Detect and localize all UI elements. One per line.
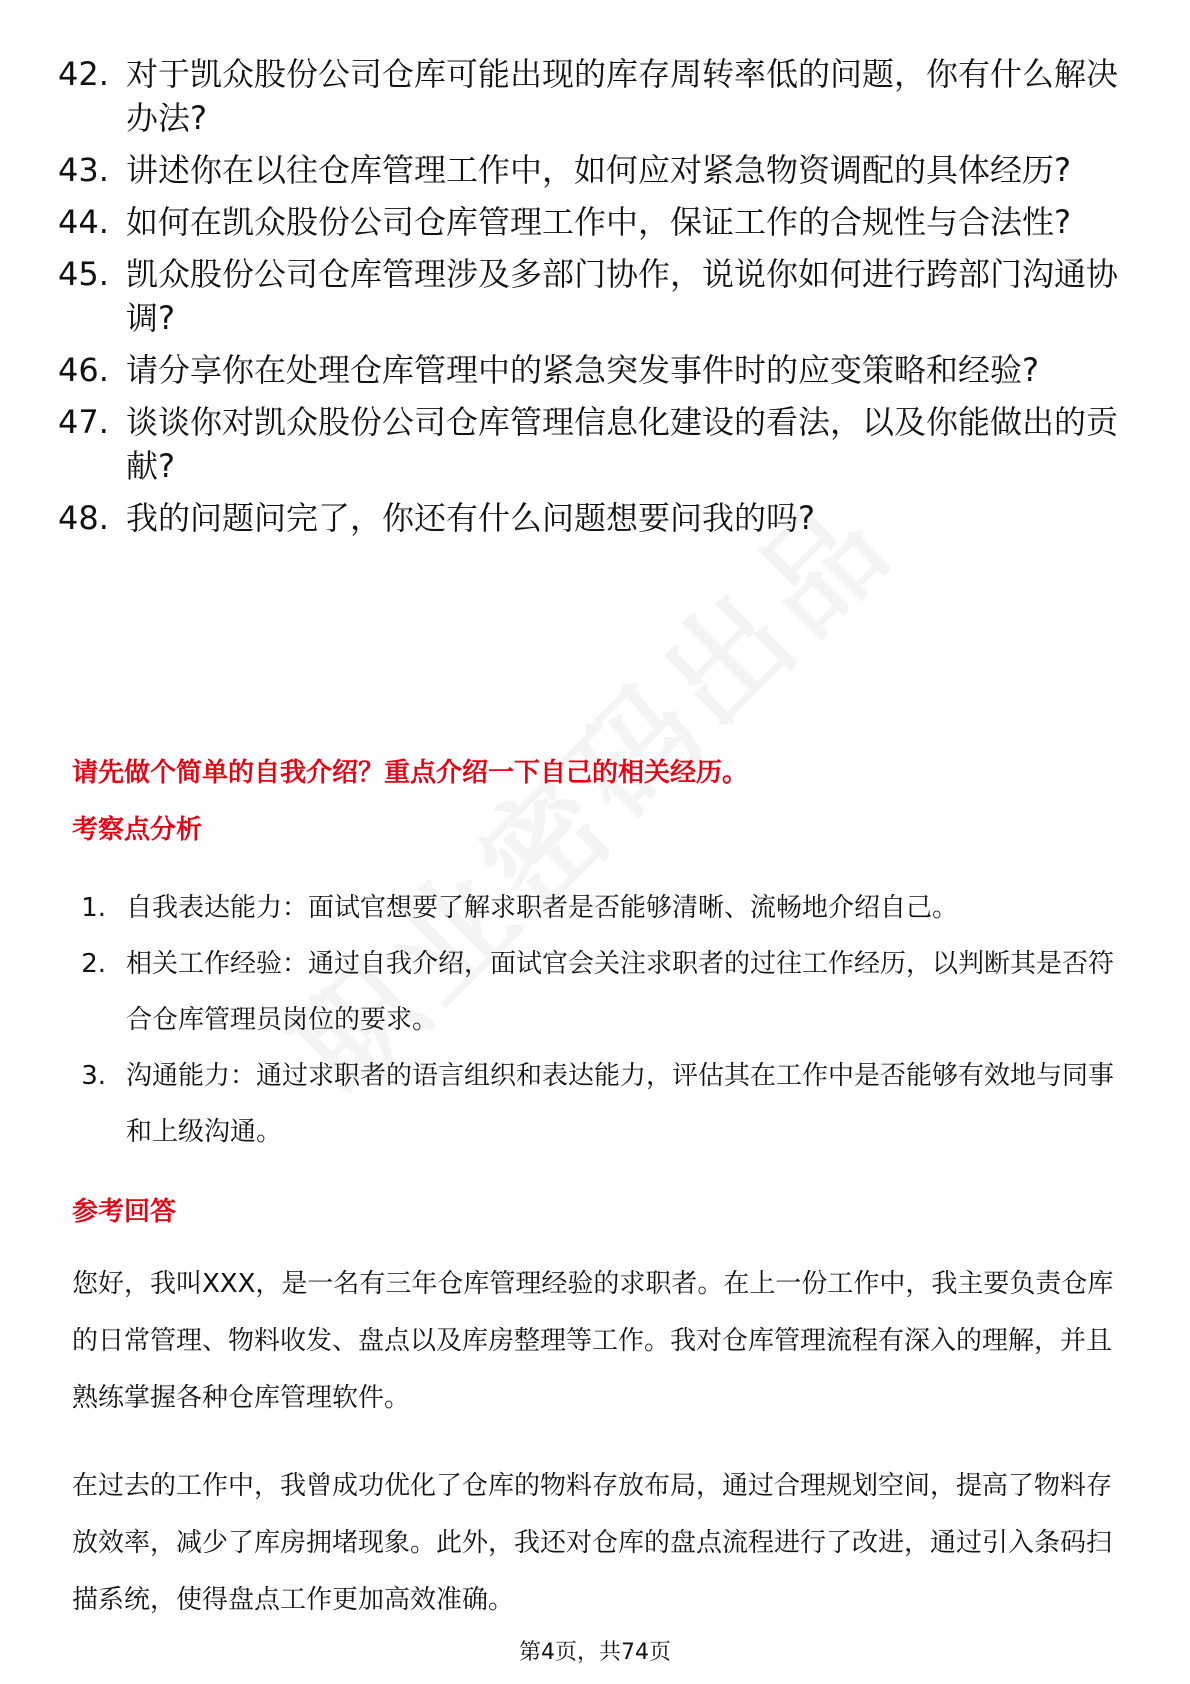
analysis-list (72, 880, 1122, 1160)
question-number: 48. (58, 499, 109, 537)
question-text: 我的问题问完了，你还有什么问题想要问我的吗? (126, 499, 815, 537)
question-text: 凯众股份公司仓库管理涉及多部门协作，说说你如何进行跨部门沟通协调? (126, 255, 1119, 337)
page-footer: 第4页，共74页 (519, 1640, 671, 1665)
question-item (58, 496, 1138, 540)
question-item (58, 200, 1138, 244)
question-number: 47. (58, 403, 109, 441)
question-text: 谈谈你对凯众股份公司仓库管理信息化建设的看法，以及你能做出的贡献? (126, 403, 1119, 485)
question-item (58, 400, 1138, 488)
question-text: 讲述你在以往仓库管理工作中，如何应对紧急物资调配的具体经历? (126, 151, 1071, 189)
question-item (58, 52, 1138, 140)
analysis-text: 自我表达能力：面试官想要了解求职者是否能够清晰、流畅地介绍自己。 (126, 893, 959, 923)
analysis-number: 1. (81, 893, 106, 923)
question-number: 46. (58, 351, 109, 389)
analysis-item (72, 936, 1122, 1048)
question-item (58, 148, 1138, 192)
analysis-text: 相关工作经验：通过自我介绍，面试官会关注求职者的过往工作经历，以判断其是否符合仓库管理员岗位的要求。 (126, 949, 1115, 1035)
question-number: 45. (58, 255, 109, 293)
answer-paragraph: 在过去的工作中，我曾成功优化了仓库的物料存放布局，通过合理规划空间，提高了物料存放效率，减少了库房拥堵现象。此外，我还对仓库的盘点流程进行了改进，通过引入条码扫描系统，使得盘点工作更加高效准确。 (72, 1471, 1113, 1615)
question-number: 43. (58, 151, 109, 189)
analysis-text: 沟通能力：通过求职者的语言组织和表达能力，评估其在工作中是否能够有效地与同事和上级沟通。 (126, 1061, 1115, 1147)
analysis-item (72, 880, 1122, 936)
question-number: 42. (58, 55, 109, 93)
answer-paragraph: 您好，我叫XXX，是一名有三年仓库管理经验的求职者。在上一份工作中，我主要负责仓库的日常管理、物料收发、盘点以及库房整理等工作。我对仓库管理流程有深入的理解，并且熟练掌握各种仓库管理软件。 (72, 1269, 1114, 1413)
question-text: 对于凯众股份公司仓库可能出现的库存周转率低的问题，你有什么解决办法? (126, 55, 1119, 137)
question-text: 如何在凯众股份公司仓库管理工作中，保证工作的合规性与合法性? (126, 203, 1071, 241)
analysis-number: 3. (81, 1061, 106, 1091)
analysis-heading: 考察点分析 (72, 815, 203, 845)
analysis-item (72, 1048, 1122, 1160)
analysis-number: 2. (81, 949, 106, 979)
question-item (58, 348, 1138, 392)
question-text: 请分享你在处理仓库管理中的紧急突发事件时的应变策略和经验? (126, 351, 1039, 389)
question-number: 44. (58, 203, 109, 241)
question-list (58, 52, 1138, 548)
interview-question: 请先做个简单的自我介绍？重点介绍一下自己的相关经历。 (72, 758, 749, 788)
answer-heading: 参考回答 (72, 1197, 177, 1227)
question-item (58, 252, 1138, 340)
